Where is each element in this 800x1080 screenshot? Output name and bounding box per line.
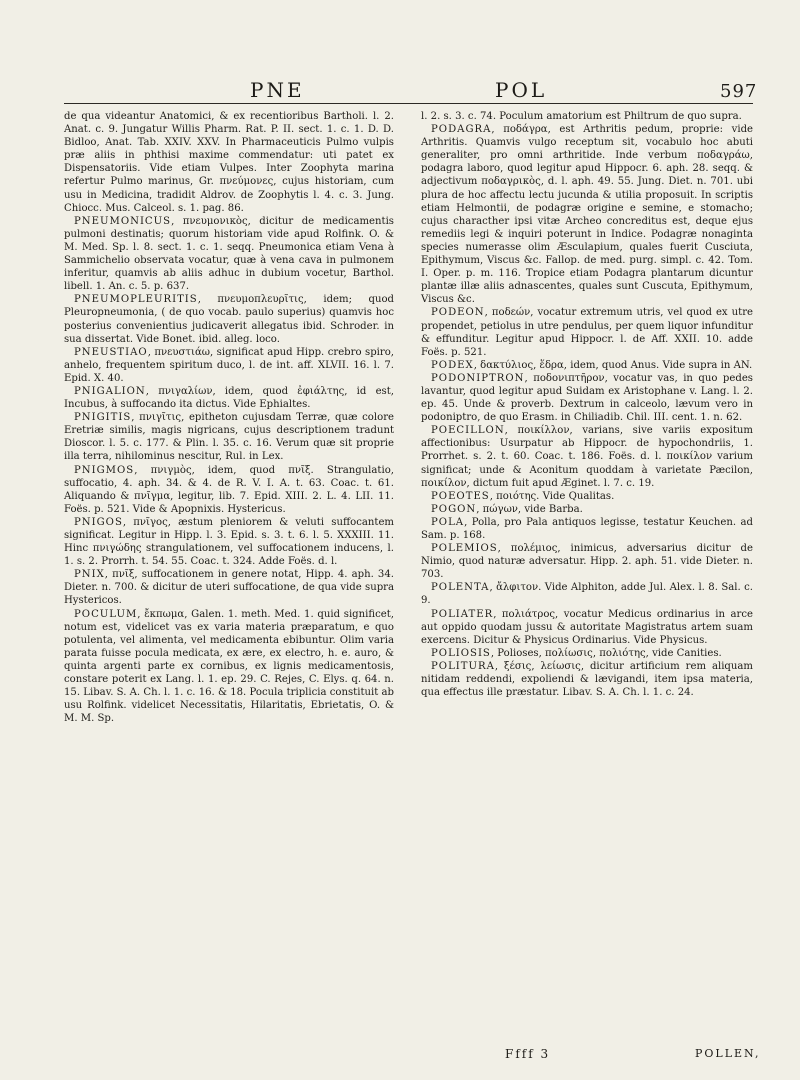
dictionary-entry [421, 372, 753, 424]
entry-lemma: POLEMIOS [431, 543, 498, 555]
entry-lemma: POLIOSIS [431, 647, 491, 659]
entry-text: de qua videantur Anatomici, & ex recentioribus Bartholi. l. 2. Anat. c. 9. Jungatur Willis Pharm. Rat. P. II. sect. 1. c. 1. D. D. Bidloo, Anat. Tab. XXIV. XXV. In Pharmaceuticis Pulmo vulpis præ aliis in phthisi maxime commendatur: uti patet ex Dispensatoriis. Vide etiam Vulpes. Inter Zoophyta marina refertur Pulmo marinus, Gr. πνεύμονες, cujus historiam, cum usu in Medicina, tradidit Aldrov. de Zoophytis l. 4. c. 3. Jung. Chiocc. Mus. Calceol. s. 1. pag. 86. [64, 111, 394, 214]
entry-lemma: POEOTES [431, 490, 490, 502]
dictionary-entry [421, 503, 753, 516]
entry-text: , πνῖξ, suffocationem in genere notat, Hipp. 4. aph. 34. Dieter. n. 700. & dicitur de uteri suffocatione, de qua vide supra Hystericos. [64, 569, 394, 607]
entry-text: , πολιάτρος, vocatur Medicus ordinarius in arce aut oppido quodam jussu & autoritate Magistratus artem suam exercens. Dicitur & Physicus Ordinarius. Vide Physicus. [421, 608, 753, 646]
page-number: 597 [720, 81, 758, 102]
dictionary-entry [64, 215, 394, 294]
entry-lemma: PNIGMOS [74, 464, 135, 476]
dictionary-entry [64, 568, 394, 607]
dictionary-entry [64, 293, 394, 345]
entry-text: , πνιγμὸς, idem, quod πνῖξ. Strangulatio, suffocatio, 4. aph. 34. & 4. de R. V. I. A. t. 63. Coac. t. 61. Aliquando & πνῖγμα, legitur, lib. 7. Epid. XIII. 2. L. 4. LII. 11. Foës. p. 521. Vide & Apopnixis. Hystericus. [64, 464, 394, 515]
entry-text: , ἔκπωμα, Galen. 1. meth. Med. 1. quid significet, notum est, videlicet vas ex varia materia præparatum, e quo potulenta, vel alimenta, vel medicamenta ebibuntur. Olim varia parata fuisse pocula medicata, ex ære, ex electro, h. e. auro, & quinta argenti parte ex cornibus, ex lignis medicamentosis, constare poterit ex Lang. l. 1. ep. 29. C. Rejes, C. Elys. q. 64. n. 15. Libav. S. A. Ch. l. 1. c. 16. & 18. Pocula triplicia constituit ab usu Rolfink. videlicet Necessitatis, Hilaritatis, Ebrietatis, O. & M. M. Sp. [64, 608, 394, 725]
entry-text: , δακτύλιος, ἕδρα, idem, quod Anus. Vide supra in AN. [473, 359, 753, 371]
dictionary-entry [64, 516, 394, 568]
dictionary-entry [64, 608, 394, 726]
dictionary-entry [421, 660, 753, 699]
dictionary-entry [64, 411, 394, 463]
dictionary-entry [421, 542, 753, 581]
signature-mark: Ffff 3 [505, 1047, 551, 1061]
entry-lemma: POLIATER [431, 608, 494, 620]
running-head-left: PNE [250, 78, 305, 102]
dictionary-entry [421, 581, 753, 607]
entry-lemma: PODEON [431, 307, 485, 319]
entry-lemma: PODAGRA [431, 124, 492, 136]
dictionary-entry [64, 464, 394, 516]
entry-lemma: PNIGITIS [74, 412, 132, 424]
dictionary-entry [421, 424, 753, 489]
entry-text: , ἄλφιτον. Vide Alphiton, adde Jul. Alex. l. 8. Sal. c. 9. [421, 582, 753, 607]
entry-text: , πολέμιος, inimicus, adversarius dicitur de Nimio, quod naturæ adversatur. Hipp. 2. aph. 51. vide Dieter. n. 703. [421, 543, 753, 581]
entry-text: , Polioses, πολίωσις, πολιότης, vide Canities. [490, 647, 722, 659]
dictionary-entry [421, 306, 753, 358]
entry-lemma: PNEUMONICUS [74, 215, 172, 227]
entry-lemma: POLA [431, 516, 465, 528]
dictionary-entry [64, 385, 394, 411]
right-column [421, 110, 753, 699]
dictionary-entry [421, 490, 753, 503]
header-rule [64, 103, 753, 104]
entry-text: , ποιότης. Vide Qualitas. [489, 490, 615, 502]
entry-text: , ξέσις, λείωσις, dicitur artificium rem aliquam nitidam reddendi, expoliendi & lævigandi, item ipsa materia, qua effectus ille præstatur. Libav. S. A. Ch. l. 1. c. 24. [421, 660, 753, 699]
entry-lemma: PODEX [431, 359, 474, 371]
entry-text: , πνευστιάω, significat apud Hipp. crebro spiro, anhelo, frequentem spiritum duco, l. de int. aff. XLVII. 16. l. 7. Epid. X. 40. [64, 346, 394, 384]
left-column [64, 110, 394, 725]
catchword: POLLEN, [695, 1047, 761, 1060]
dictionary-entry [421, 647, 753, 660]
entry-lemma: PODONIPTRON [431, 372, 525, 384]
entry-text: , ποικίλλον, varians, sive variis expositum affectionibus: Usurpatur ab Hippocr. de hypochondriis, 1. Prorrhet. s. 2. t. 60. Coac. t. 186. Foës. d. l. ποικίλον varium significat; unde & Aconitum quoddam à varietate Pæcilon, ποικίλον, dictum fuit apud Æginet. l. 7. c. 19. [421, 425, 753, 489]
entry-lemma: PNEUSTIAO [74, 346, 148, 358]
entry-lemma: POECILLON [431, 425, 505, 437]
entry-text: , πώγων, vide Barba. [476, 503, 583, 515]
entry-lemma: POGON [431, 503, 477, 515]
dictionary-entry [421, 123, 753, 306]
entry-text: , ποδεών, vocatur extremum utris, vel quod ex utre propendet, petiolus in utre pendulus, per quem liquor infunditur & effunditur. Legitur apud Hippocr. l. de Aff. XXII. 10. adde Foës. p. 521. [421, 307, 753, 358]
dictionary-entry [421, 608, 753, 647]
entry-lemma: POLITURA [431, 660, 495, 672]
dictionary-entry [421, 110, 753, 123]
entry-text: , πνευμονικὸς, dicitur de medicamentis pulmoni destinatis; quorum historiam vide apud Rolfink. O. & M. Med. Sp. l. 8. sect. 1. c. 1. seqq. Pneumonica etiam Vena à Sammichelio observata vocatur, quæ à vena cava in pulmonem inferitur, quamvis ab aliis adhuc in dubium vocetur, Barthol. libell. 1. An. c. 5. p. 637. [64, 215, 394, 293]
entry-text: , ποδάγρα, est Arthritis pedum, proprie: vide Arthritis. Quamvis vulgo receptum sit, vocabulo hoc abuti generaliter, pro omni arthritide. Inde verbum ποδαγράω, podagra laboro, quod legitur apud Hippocr. 6. aph. 28. seqq. & adjectivum ποδαγρικὸς, d. l. aph. 49. 55. Jung. Diet. n. 701. ubi plura de hoc affectu lectu jucunda & utilia proposuit. In scriptis etiam Helmontii, de podagræ origine e semine, e stomacho; cujus characther ipsi vitæ Archeo concreditus est, deque ejus remediis legi & inquiri poterunt in Indice. Podagræ nonaginta species numerasse olim Æsculapium, quales fuerit Cusciuta, Epithymum, Viscus &c. Fallop. de med. purg. simpl. c. 42. Tom. I. Oper. p. m. 116. Tropice etiam Podagra plantarum dicuntur plantæ illæ aliis adnascentes, quales sunt Cuscuta, Epithymum, Viscus &c. [421, 124, 753, 306]
entry-text: , πνῖγος, æstum pleniorem & veluti suffocantem significat. Legitur in Hipp. l. 3. Epid. s. 3. t. 6. l. 5. XXXIII. 11. Hinc πνιγώδης strangulationem, vel suffocationem inducens, l. 1. s. 2. Prorrh. t. 54. 55. Coac. t. 324. Adde Foës. d. l. [64, 516, 394, 568]
entry-lemma: POCULUM [74, 608, 138, 620]
entry-lemma: PNIGALION [74, 385, 146, 397]
entry-text: , πνιγῖτις, epitheton cujusdam Terræ, quæ colore Eretriæ similis, magis nigricans, cujus descriptionem tradunt Dioscor. l. 5. c. 177. & Plin. l. 35. c. 16. Verum quæ sit proprie illa terra, nihilominus nescitur, Rul. in Lex. [64, 412, 394, 463]
entry-text: , Polla, pro Pala antiquos legisse, testatur Keuchen. ad Sam. p. 168. [421, 516, 753, 541]
running-head-right: POL [495, 78, 548, 102]
entry-text: , πνιγαλίων, idem, quod ἐφιάλτης, id est, Incubus, à suffocando ita dictus. Vide Ephialtes. [64, 385, 394, 411]
entry-text: l. 2. s. 3. c. 74. Poculum amatorium est Philtrum de quo supra. [421, 111, 742, 122]
dictionary-entry [64, 110, 394, 215]
entry-lemma: POLENTA [431, 582, 490, 594]
dictionary-entry [421, 516, 753, 542]
dictionary-entry [64, 346, 394, 385]
entry-lemma: PNIX [74, 569, 105, 581]
dictionary-entry [421, 359, 753, 372]
entry-lemma: PNIGOS [74, 516, 123, 528]
entry-lemma: PNEUMOPLEURITIS [74, 294, 198, 306]
entry-text: , ποδονιπτῆρον, vocatur vas, in quo pedes lavantur, quod legitur apud Suidam ex Aristophane v. Lang. l. 2. ep. 45. Unde & proverb. Dextrum in calceolo, lævum vero in podoniptro, de quo Erasm. in Chiliadib. Chil. III. cent. 1. n. 62. [421, 372, 753, 424]
entry-text: , πνευμοπλευρῖτις, idem; quod Pleuropneumonia, ( de quo vocab. paulo superius) quamvis hoc posterius convenientius judicaverit allegatus ibid. Schroder. in sua dissertat. Vide Bonet. ibid. alleg. loco. [64, 294, 394, 345]
